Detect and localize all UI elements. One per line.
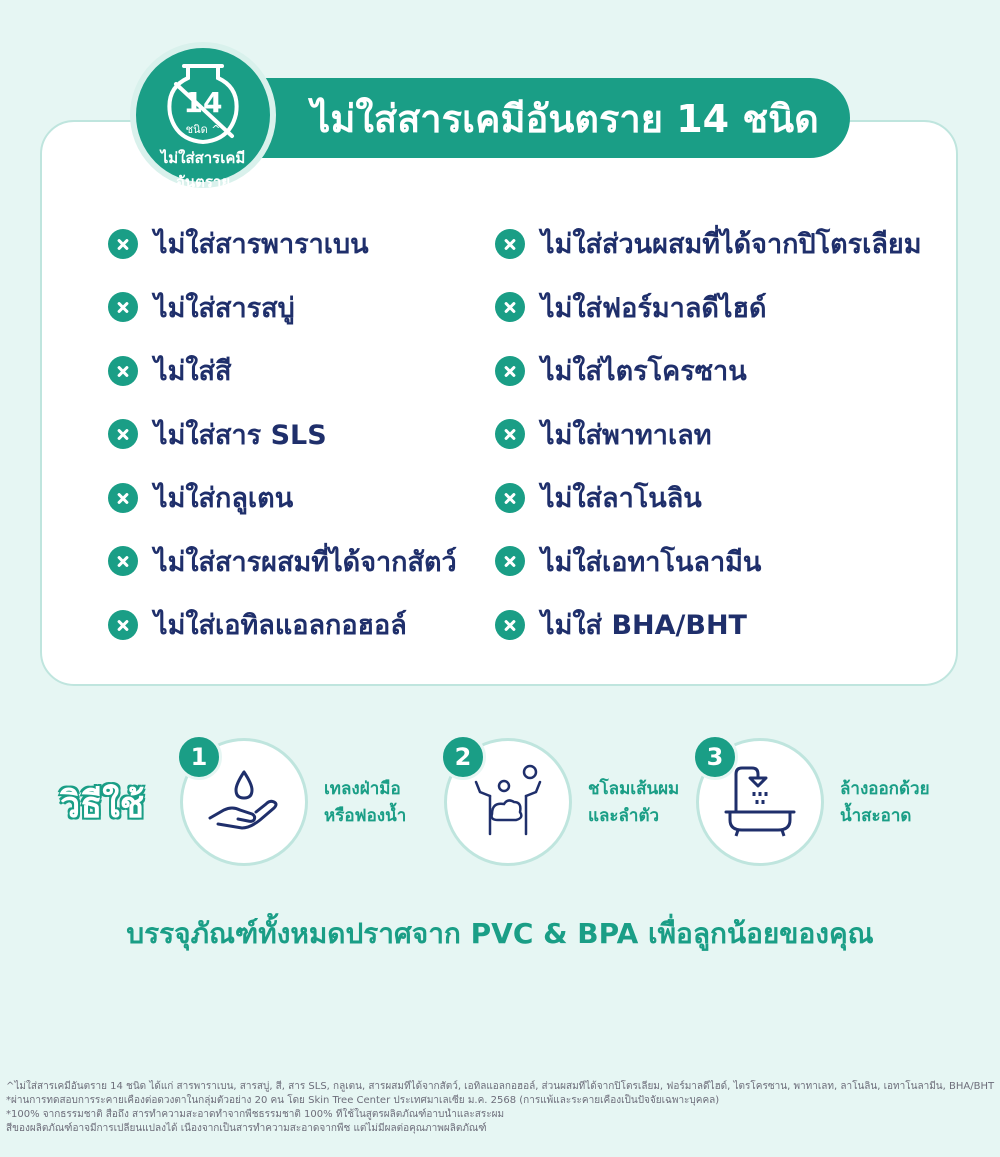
item-label: ไม่ใส่สารพาราเบน xyxy=(154,229,369,261)
list-item xyxy=(495,530,922,594)
cross-icon xyxy=(108,229,138,259)
step-line: ชโลมเส้นผม xyxy=(588,779,680,799)
item-label: ไม่ใส่สาร SLS xyxy=(154,419,327,451)
list-item xyxy=(495,403,922,467)
step-text xyxy=(840,776,970,830)
footnote: *100% จากธรรมชาติ สื่อถึง สารทำความสะอาดทำจากพืชธรรมชาติ 100% ที่ใช้ในสูตรผลิตภัณฑ์อาบน้ำและสระผม xyxy=(6,1109,505,1120)
cross-icon xyxy=(495,610,525,640)
item-label: ไม่ใส่เอทิลแอลกอฮอล์ xyxy=(154,610,407,642)
banner-title: ไม่ใส่สารเคมีอันตราย 14 ชนิด xyxy=(311,96,819,141)
item-label: ไม่ใส่สี xyxy=(154,356,232,388)
cross-icon xyxy=(495,356,525,386)
title-banner xyxy=(230,78,850,158)
footnote: สีของผลิตภัณฑ์อาจมีการเปลี่ยนแปลงได้ เนื่องจากเป็นสารทำความสะอาดจากพืช แต่ไม่มีผลต่อคุณภาพผลิตภัณฑ์ xyxy=(6,1123,487,1134)
item-label: ไม่ใส่ไตรโครซาน xyxy=(541,356,747,388)
baby-bath-icon xyxy=(468,762,548,846)
ingredients-list-right xyxy=(495,212,922,657)
list-item xyxy=(108,339,457,403)
step-line: หรือฟองน้ำ xyxy=(324,806,407,826)
list-item xyxy=(108,276,457,340)
step-text xyxy=(324,776,454,830)
step-number: 1 xyxy=(176,734,222,780)
usage-title: วิธีใช้ xyxy=(60,785,145,826)
step-line: เทลงฝ่ามือ xyxy=(324,779,401,799)
item-label: ไม่ใส่ส่วนผสมที่ได้จากปิโตรเลียม xyxy=(541,229,922,261)
item-label: ไม่ใส่ BHA/BHT xyxy=(541,610,747,642)
cross-icon xyxy=(108,419,138,449)
step-line: ล้างออกด้วย xyxy=(840,779,930,799)
list-item xyxy=(495,212,922,276)
list-item xyxy=(108,403,457,467)
item-label: ไม่ใส่สารผสมที่ได้จากสัตว์ xyxy=(154,546,457,578)
badge-arc-text: ไม่ใส่สารเคมีอันตราย xyxy=(160,149,246,191)
cross-icon xyxy=(108,546,138,576)
cross-icon xyxy=(108,292,138,322)
item-label: ไม่ใส่พาทาเลท xyxy=(541,419,712,451)
list-item xyxy=(108,530,457,594)
cross-icon xyxy=(108,610,138,640)
step-line: และลำตัว xyxy=(588,806,660,826)
ingredients-list-left xyxy=(108,212,457,657)
hand-drop-icon xyxy=(204,762,284,846)
item-label: ไม่ใส่ฟอร์มาลดีไฮด์ xyxy=(541,292,767,324)
item-label: ไม่ใส่สารสบู่ xyxy=(154,292,295,324)
list-item xyxy=(495,339,922,403)
cross-icon xyxy=(108,483,138,513)
shower-bathtub-icon xyxy=(720,762,800,846)
cross-icon xyxy=(495,546,525,576)
cross-icon xyxy=(495,483,525,513)
item-label: ไม่ใส่เอทาโนลามีน xyxy=(541,546,762,578)
step-number: 2 xyxy=(440,734,486,780)
step-number: 3 xyxy=(692,734,738,780)
cross-icon xyxy=(495,229,525,259)
cross-icon xyxy=(108,356,138,386)
list-item xyxy=(108,212,457,276)
list-item xyxy=(108,466,457,530)
step-line: น้ำสะอาด xyxy=(840,806,912,826)
item-label: ไม่ใส่ลาโนลิน xyxy=(541,483,702,515)
list-item xyxy=(495,466,922,530)
list-item xyxy=(495,276,922,340)
list-item xyxy=(495,593,922,657)
badge-unit: ชนิด ^ xyxy=(185,123,221,136)
cross-icon xyxy=(495,419,525,449)
badge-number: 14 xyxy=(183,86,223,119)
list-item xyxy=(108,593,457,657)
footnote: ^ไม่ใส่สารเคมีอันตราย 14 ชนิด ได้แก่ สารพาราเบน, สารสบู่, สี, สาร SLS, กลูเตน, สารผสมที่ได้จากสัตว์, เอทิลแอลกอฮอล์, ส่วนผสมที่ได้จากปิโตรเลียม, ฟอร์มาลดีไฮด์, ไตรโครซาน, พาทาเลท, ลาโนลิน, เอทาโนลามีน, BHA/BHT xyxy=(6,1081,995,1092)
free-from-badge xyxy=(130,42,276,191)
footnotes xyxy=(0,1080,1000,1136)
cross-icon xyxy=(495,292,525,322)
item-label: ไม่ใส่กลูเตน xyxy=(154,483,294,515)
packaging-statement: บรรจุภัณฑ์ทั้งหมดปราศจาก PVC & BPA เพื่อลูกน้อยของคุณ xyxy=(126,917,874,950)
footnote: *ผ่านการทดสอบการระคายเคืองต่อดวงตาในกลุ่มตัวอย่าง 20 คน โดย Skin Tree Center ประเทศมาเลเซีย ม.ค. 2568 (การแพ้และระคายเคืองเป็นปัจจัยเฉพาะบุคคล) xyxy=(6,1095,720,1106)
